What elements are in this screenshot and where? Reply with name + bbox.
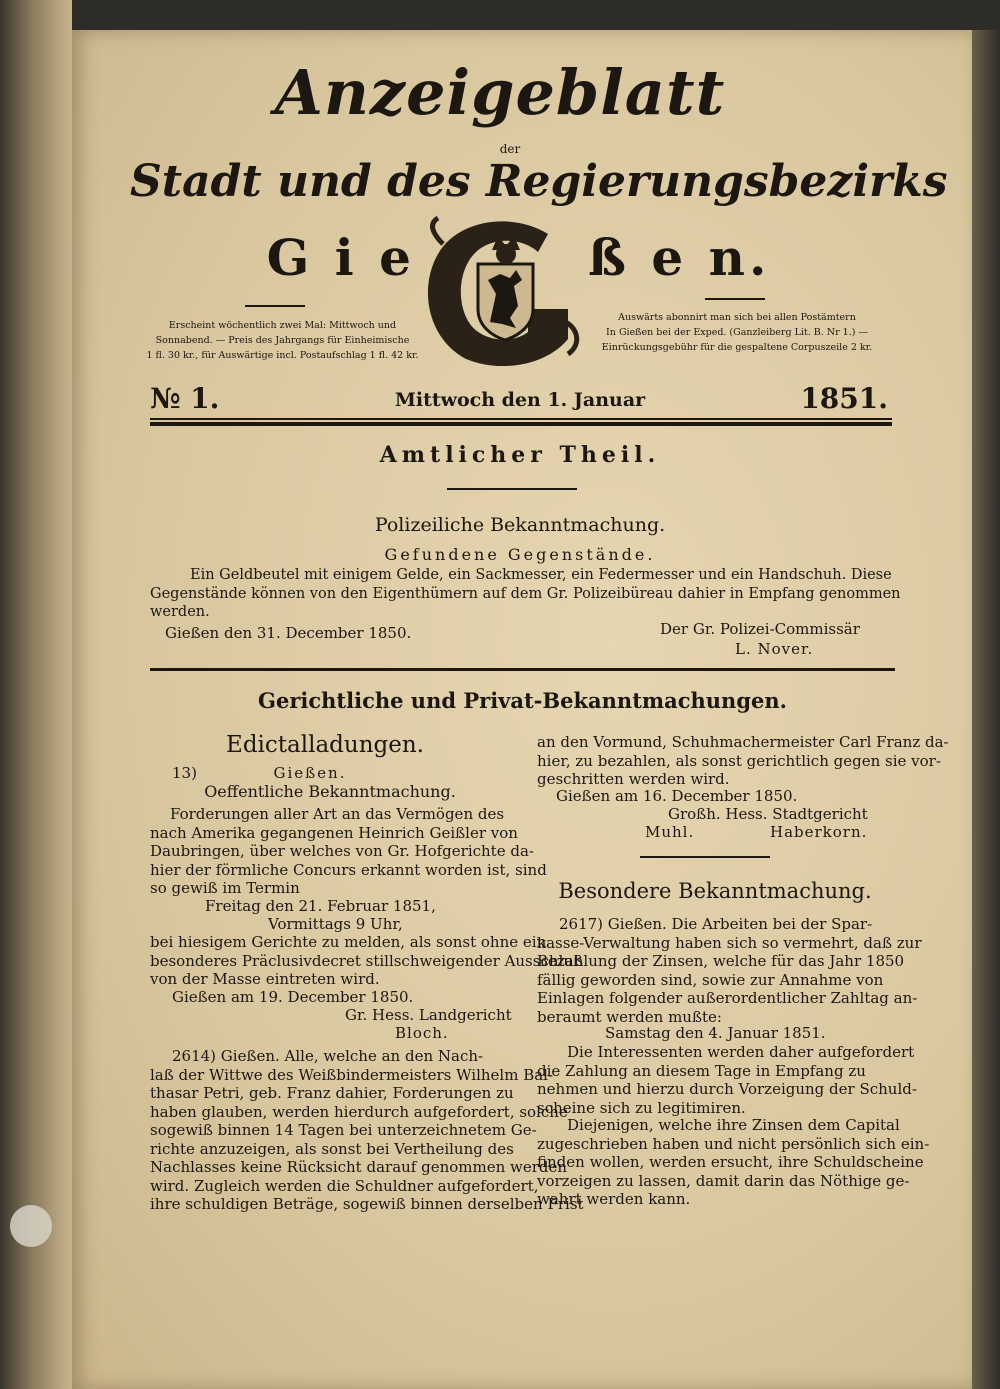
entry-line: bei hiesigem Gerichte zu melden, als sonst ohne ein [150, 933, 547, 951]
masthead-city-left: G i e [266, 228, 415, 287]
subscription-info-right [592, 310, 882, 355]
notice-subtitle: Gefundene Gegenstände. [384, 545, 656, 564]
entry-line: hier der förmliche Concurs erkannt worden ist, sind [150, 860, 547, 879]
masthead-title: Anzeigeblatt [274, 56, 726, 129]
entry-13-judge: Bloch. [395, 1024, 449, 1042]
entry-line: sogewiß binnen 14 Tagen bei unterzeichnetem Ge- [150, 1121, 537, 1139]
entry-line: an den Vormund, Schuhmachermeister Carl Franz da- [537, 733, 949, 751]
section-rule [150, 668, 895, 671]
entry-line: fällig geworden sind, sowie zur Annahme von [537, 970, 884, 989]
entry-line: haben glauben, werden hierdurch aufgefordert, solche [150, 1102, 568, 1121]
entry-line: wahrt werden kann. [537, 1190, 691, 1208]
entry-line: 2617) Gießen. Die Arbeiten bei der Spar- [559, 915, 873, 933]
entry-line: Diejenigen, welche ihre Zinsen dem Capital [567, 1116, 900, 1134]
masthead-thick-rule [150, 422, 892, 426]
entry-line: finden wollen, werden ersucht, ihre Schuldscheine [537, 1153, 924, 1171]
official-heading: Amtlicher Theil. [379, 442, 661, 468]
entry-line: hier, zu bezahlen, als sonst gerichtlich gegen sie vor- [537, 751, 941, 770]
entry-line: von der Masse eintreten wird. [150, 970, 380, 988]
subscription-info-left [140, 318, 425, 363]
entry-13-term-date: Freitag den 21. Februar 1851, [205, 897, 436, 915]
entry-2617-body-b [537, 1043, 917, 1117]
entry-line: Einlagen folgender außerordentlicher Zahltag an- [537, 989, 918, 1007]
entry-13-body-b [150, 933, 583, 989]
column-rule [640, 856, 770, 858]
entry-line: laß der Wittwe des Weißbindermeisters Wilhelm Bal- [150, 1065, 554, 1084]
entry-2617-body [537, 915, 922, 1026]
masthead-der: der [499, 142, 521, 156]
entry-line: ihre schuldigen Beträge, sogewiß binnen derselben Frist [150, 1195, 584, 1213]
issue-year: 1851. [800, 382, 888, 415]
entry-13-body [150, 805, 547, 898]
entry-line: zugeschrieben haben und nicht persönlich sich ein- [537, 1134, 930, 1153]
city-coat-of-arms-icon [418, 214, 584, 370]
notice-line: Gegenstände können von den Eigenthümern auf dem Gr. Polizeibüreau dahier in Empfang genommen [150, 585, 901, 602]
issue-number: № 1. [150, 382, 220, 415]
notice-signature-title: Der Gr. Polizei-Commissär [660, 620, 860, 638]
info-left-line: Sonnabend. — Preis des Jahrgangs für Einheimische [155, 335, 410, 346]
info-right-line: In Gießen bei der Exped. (Ganzleiberg Lit. B. Nr 1.) — [606, 327, 868, 338]
masthead-double-rule [150, 418, 892, 420]
notice-line: werden. [150, 604, 210, 620]
edictal-heading: Edictalladungen. [226, 732, 424, 758]
entry-2614-body [150, 1047, 584, 1214]
entry-2617-body-c [537, 1116, 930, 1209]
continued-clerk: Haberkorn. [770, 823, 868, 841]
entry-line: Bezahlung der Zinsen, welche für das Jahr 1850 [537, 952, 905, 970]
entry-2617-term: Samstag den 4. Januar 1851. [605, 1024, 826, 1042]
entry-line: Nachlasses keine Rücksicht darauf genommen werden [150, 1158, 568, 1176]
punch-hole [10, 1205, 52, 1247]
continued-court: Großh. Hess. Stadtgericht [668, 805, 868, 823]
entry-line: 2614) Gießen. Alle, welche an den Nach- [172, 1047, 484, 1065]
masthead-city-right: ß e n. [588, 228, 771, 287]
entry-line: Forderungen aller Art an das Vermögen des [170, 805, 505, 823]
notice-title: Polizeiliche Bekanntmachung. [374, 514, 666, 536]
entry-13-place: Gießen. [273, 764, 347, 782]
notice-date: Gießen den 31. December 1850. [165, 624, 412, 642]
official-rule [447, 488, 577, 490]
notice-line: Ein Geldbeutel mit einigem Gelde, ein Sackmesser, ein Federmesser und ein Handschuh. Diese [190, 567, 892, 583]
notice-body [150, 566, 901, 622]
special-heading: Besondere Bekanntmachung. [558, 879, 872, 903]
entry-line: thasar Petri, geb. Franz dahier, Forderungen zu [150, 1084, 514, 1102]
entry-13-number: 13) [172, 764, 197, 782]
notice-signature-name: L. Nover. [735, 640, 814, 658]
info-left-line: Erscheint wöchentlich zwei Mal: Mittwoch und [168, 320, 397, 331]
entry-line: nehmen und hierzu durch Vorzeigung der Schuld- [537, 1080, 917, 1098]
info-right-line: Auswärts abonnirt man sich bei allen Postämtern [618, 312, 856, 323]
entry-line: geschritten werden wird. [537, 770, 730, 788]
masthead-rule-right [705, 298, 765, 300]
entry-13-term-time: Vormittags 9 Uhr, [268, 915, 403, 933]
page-shadow-edge [972, 30, 1000, 1389]
entry-line: richte anzuzeigen, als sonst bei Vertheilung des [150, 1139, 514, 1158]
entry-line: Daubringen, über welches von Gr. Hofgerichte da- [150, 842, 534, 860]
entry-line: so gewiß im Termin [150, 879, 300, 897]
entry-line: die Zahlung an diesem Tage in Empfang zu [537, 1061, 866, 1080]
entry-line: vorzeigen zu lassen, damit darin das Nöthige ge- [537, 1171, 910, 1190]
masthead-subtitle: Stadt und des Regierungsbezirks [130, 156, 948, 207]
section-heading: Gerichtliche und Privat-Bekanntmachungen. [258, 688, 787, 713]
entry-line: scheine sich zu legitimiren. [537, 1098, 746, 1117]
entry-13-court: Gr. Hess. Landgericht [345, 1006, 512, 1024]
entry-line: Die Interessenten werden daher aufgefordert [567, 1043, 915, 1061]
entry-13-date: Gießen am 19. December 1850. [172, 988, 414, 1006]
entry-line: besonderes Präclusivdecret stillschweigender Ausschluß [150, 951, 583, 970]
info-left-line: 1 fl. 30 kr., für Auswärtige incl. Postaufschlag 1 fl. 42 kr. [146, 350, 419, 361]
adjacent-page-edge [0, 0, 72, 1389]
entry-line: nach Amerika gegangenen Heinrich Geißler von [150, 823, 518, 842]
entry-line: beraumt werden mußte: [537, 1007, 722, 1026]
continued-body [537, 733, 949, 789]
entry-line: wird. Zugleich werden die Schuldner aufgefordert, [150, 1176, 539, 1195]
masthead-rule-left [245, 305, 305, 307]
continued-judge: Muhl. [645, 823, 695, 841]
issue-date: Mittwoch den 1. Januar [394, 389, 646, 411]
continued-date: Gießen am 16. December 1850. [556, 787, 798, 805]
info-right-line: Einrückungsgebühr für die gespaltene Corpuszeile 2 kr. [601, 342, 873, 353]
entry-line: kasse-Verwaltung haben sich so vermehrt, daß zur [537, 933, 922, 952]
entry-13-title: Oeffentliche Bekanntmachung. [204, 782, 456, 801]
